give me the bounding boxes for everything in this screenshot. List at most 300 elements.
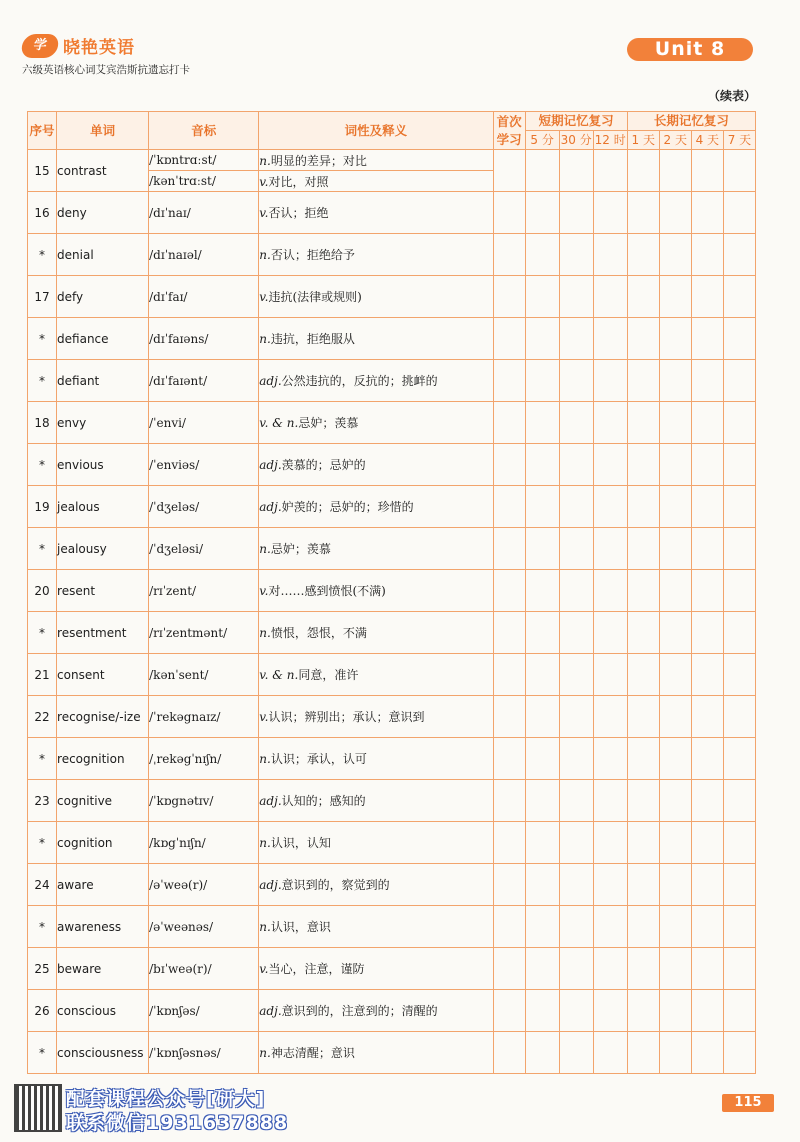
checkbox-cell[interactable] bbox=[691, 822, 723, 864]
checkbox-cell[interactable] bbox=[627, 780, 659, 822]
checkbox-cell[interactable] bbox=[525, 528, 559, 570]
row-definition bbox=[259, 654, 493, 696]
checkbox-cell[interactable] bbox=[691, 780, 723, 822]
row-word: denial bbox=[57, 234, 149, 276]
row-definition bbox=[259, 990, 493, 1032]
checkbox-cell[interactable] bbox=[659, 192, 691, 234]
checkbox-cell[interactable] bbox=[723, 990, 755, 1032]
checkbox-cell[interactable] bbox=[493, 150, 525, 192]
row-number: 15 bbox=[28, 150, 57, 192]
checkbox-cell[interactable] bbox=[559, 150, 593, 192]
checkbox-cell[interactable] bbox=[493, 402, 525, 444]
checkbox-cell[interactable] bbox=[691, 696, 723, 738]
checkbox-cell[interactable] bbox=[559, 360, 593, 402]
checkbox-cell[interactable] bbox=[659, 234, 691, 276]
promo-banner bbox=[14, 1082, 314, 1134]
checkbox-cell[interactable] bbox=[559, 318, 593, 360]
row-definition bbox=[259, 360, 493, 402]
checkbox-cell[interactable] bbox=[723, 528, 755, 570]
checkbox-cell[interactable] bbox=[691, 402, 723, 444]
row-ipa: /ˈdʒeləsi/ bbox=[149, 528, 259, 570]
row-meaning: 公然违抗的，反抗的；挑衅的 bbox=[281, 374, 438, 388]
checkbox-cell[interactable] bbox=[493, 1032, 525, 1074]
checkbox-cell[interactable] bbox=[593, 318, 627, 360]
table-row bbox=[28, 654, 756, 696]
row-number: 19 bbox=[28, 486, 57, 528]
table-row bbox=[28, 528, 756, 570]
checkbox-cell[interactable] bbox=[627, 402, 659, 444]
row-definition bbox=[259, 864, 493, 906]
checkbox-cell[interactable] bbox=[593, 570, 627, 612]
row-definition bbox=[259, 570, 493, 612]
checkbox-cell[interactable] bbox=[593, 444, 627, 486]
checkbox-cell[interactable] bbox=[559, 1032, 593, 1074]
checkbox-cell[interactable] bbox=[525, 738, 559, 780]
checkbox-cell[interactable] bbox=[593, 738, 627, 780]
checkbox-cell[interactable] bbox=[723, 864, 755, 906]
row-ipa: /ˈkɒntrɑːst/ bbox=[149, 150, 259, 171]
checkbox-cell[interactable] bbox=[525, 360, 559, 402]
checkbox-cell[interactable] bbox=[723, 822, 755, 864]
unit-badge: Unit 8 bbox=[627, 38, 753, 61]
row-word: consciousness bbox=[57, 1032, 149, 1074]
checkbox-cell[interactable] bbox=[691, 612, 723, 654]
row-number: * bbox=[28, 318, 57, 360]
checkbox-cell[interactable] bbox=[627, 990, 659, 1032]
checkbox-cell[interactable] bbox=[723, 444, 755, 486]
checkbox-cell[interactable] bbox=[593, 822, 627, 864]
checkbox-cell[interactable] bbox=[659, 444, 691, 486]
checkbox-cell[interactable] bbox=[593, 612, 627, 654]
checkbox-cell[interactable] bbox=[559, 486, 593, 528]
checkbox-cell[interactable] bbox=[627, 906, 659, 948]
checkbox-cell[interactable] bbox=[691, 444, 723, 486]
row-pos: v. & n. bbox=[259, 668, 299, 682]
row-ipa: /rɪˈzentmənt/ bbox=[149, 612, 259, 654]
checkbox-cell[interactable] bbox=[627, 192, 659, 234]
row-pos: adj. bbox=[259, 374, 282, 388]
checkbox-cell[interactable] bbox=[559, 822, 593, 864]
checkbox-cell[interactable] bbox=[659, 318, 691, 360]
row-meaning: 认识，意识 bbox=[270, 920, 331, 934]
header-long-term: 长期记忆复习 bbox=[627, 112, 755, 131]
checkbox-cell[interactable] bbox=[691, 906, 723, 948]
checkbox-cell[interactable] bbox=[723, 612, 755, 654]
checkbox-cell[interactable] bbox=[525, 654, 559, 696]
checkbox-cell[interactable] bbox=[493, 444, 525, 486]
checkbox-cell[interactable] bbox=[659, 150, 691, 192]
row-definition bbox=[259, 234, 493, 276]
checkbox-cell[interactable] bbox=[593, 528, 627, 570]
checkbox-cell[interactable] bbox=[659, 696, 691, 738]
checkbox-cell[interactable] bbox=[593, 192, 627, 234]
checkbox-cell[interactable] bbox=[593, 654, 627, 696]
table-row bbox=[28, 990, 756, 1032]
checkbox-cell[interactable] bbox=[659, 486, 691, 528]
row-number: * bbox=[28, 906, 57, 948]
checkbox-cell[interactable] bbox=[723, 360, 755, 402]
checkbox-cell[interactable] bbox=[627, 570, 659, 612]
continued-label: （续表） bbox=[707, 89, 756, 103]
checkbox-cell[interactable] bbox=[723, 276, 755, 318]
brand bbox=[22, 33, 135, 58]
checkbox-cell[interactable] bbox=[593, 1032, 627, 1074]
checkbox-cell[interactable] bbox=[723, 150, 755, 192]
row-meaning: 妒羡的；忌妒的；珍惜的 bbox=[281, 500, 414, 514]
row-meaning: 认识；辨别出；承认；意识到 bbox=[268, 710, 425, 724]
checkbox-cell[interactable] bbox=[593, 696, 627, 738]
row-meaning: 认识；承认，认可 bbox=[270, 752, 367, 766]
checkbox-cell[interactable] bbox=[593, 864, 627, 906]
checkbox-cell[interactable] bbox=[627, 696, 659, 738]
checkbox-cell[interactable] bbox=[691, 150, 723, 192]
row-pos: n. bbox=[259, 153, 271, 168]
checkbox-cell[interactable] bbox=[659, 822, 691, 864]
checkbox-cell[interactable] bbox=[493, 360, 525, 402]
checkbox-cell[interactable] bbox=[559, 234, 593, 276]
checkbox-cell[interactable] bbox=[493, 234, 525, 276]
checkbox-cell[interactable] bbox=[723, 570, 755, 612]
checkbox-cell[interactable] bbox=[493, 570, 525, 612]
row-meaning: 神志清醒；意识 bbox=[270, 1046, 355, 1060]
row-word: contrast bbox=[57, 150, 149, 192]
checkbox-cell[interactable] bbox=[559, 192, 593, 234]
checkbox-cell[interactable] bbox=[559, 948, 593, 990]
checkbox-cell[interactable] bbox=[493, 738, 525, 780]
checkbox-cell[interactable] bbox=[493, 486, 525, 528]
row-meaning: 同意，准许 bbox=[298, 668, 359, 682]
checkbox-cell[interactable] bbox=[723, 402, 755, 444]
row-number: * bbox=[28, 612, 57, 654]
promo-line-1: 配套课程公众号[研大] bbox=[66, 1088, 266, 1110]
table-row bbox=[28, 570, 756, 612]
checkbox-cell[interactable] bbox=[723, 654, 755, 696]
row-ipa: /ˈenviəs/ bbox=[149, 444, 259, 486]
checkbox-cell[interactable] bbox=[691, 948, 723, 990]
checkbox-cell[interactable] bbox=[627, 612, 659, 654]
checkbox-cell[interactable] bbox=[559, 696, 593, 738]
checkbox-cell[interactable] bbox=[691, 654, 723, 696]
row-number: 21 bbox=[28, 654, 57, 696]
row-ipa: /ˈrekəgnaɪz/ bbox=[149, 696, 259, 738]
row-pos: n. bbox=[259, 248, 271, 262]
checkbox-cell[interactable] bbox=[559, 444, 593, 486]
checkbox-cell[interactable] bbox=[627, 864, 659, 906]
checkbox-cell[interactable] bbox=[525, 1032, 559, 1074]
table-row bbox=[28, 444, 756, 486]
row-pos: n. bbox=[259, 752, 271, 766]
row-definition bbox=[259, 318, 493, 360]
checkbox-cell[interactable] bbox=[593, 360, 627, 402]
row-pos: n. bbox=[259, 920, 271, 934]
row-word: beware bbox=[57, 948, 149, 990]
checkbox-cell[interactable] bbox=[493, 780, 525, 822]
row-word: envious bbox=[57, 444, 149, 486]
header-7day: 7 天 bbox=[723, 131, 755, 150]
checkbox-cell[interactable] bbox=[593, 780, 627, 822]
row-definition bbox=[259, 948, 493, 990]
row-meaning: 愤恨，怨恨，不满 bbox=[270, 626, 367, 640]
checkbox-cell[interactable] bbox=[493, 990, 525, 1032]
table-row bbox=[28, 486, 756, 528]
checkbox-cell[interactable] bbox=[659, 612, 691, 654]
checkbox-cell[interactable] bbox=[525, 696, 559, 738]
checkbox-cell[interactable] bbox=[593, 276, 627, 318]
checkbox-cell[interactable] bbox=[593, 948, 627, 990]
checkbox-cell[interactable] bbox=[659, 360, 691, 402]
checkbox-cell[interactable] bbox=[691, 990, 723, 1032]
row-pos: n. bbox=[259, 1046, 271, 1060]
row-ipa: /kɒgˈnɪʃn/ bbox=[149, 822, 259, 864]
row-meaning: 违抗，拒绝服从 bbox=[270, 332, 355, 346]
table-row bbox=[28, 864, 756, 906]
row-definition bbox=[259, 528, 493, 570]
header-short-term: 短期记忆复习 bbox=[525, 112, 627, 131]
table-row bbox=[28, 906, 756, 948]
checkbox-cell[interactable] bbox=[659, 528, 691, 570]
checkbox-cell[interactable] bbox=[559, 402, 593, 444]
checkbox-cell[interactable] bbox=[659, 864, 691, 906]
checkbox-cell[interactable] bbox=[493, 528, 525, 570]
row-meaning: 否认；拒绝给予 bbox=[270, 248, 355, 262]
brand-logo-icon: 学 bbox=[20, 34, 60, 58]
checkbox-cell[interactable] bbox=[627, 318, 659, 360]
checkbox-cell[interactable] bbox=[627, 528, 659, 570]
row-number: 16 bbox=[28, 192, 57, 234]
row-pos: n. bbox=[259, 332, 271, 346]
row-meaning: 明显的差异；对比 bbox=[270, 153, 367, 168]
checkbox-cell[interactable] bbox=[627, 444, 659, 486]
checkbox-cell[interactable] bbox=[493, 864, 525, 906]
checkbox-cell[interactable] bbox=[493, 948, 525, 990]
checkbox-cell[interactable] bbox=[691, 318, 723, 360]
row-pos: v. bbox=[259, 174, 269, 189]
checkbox-cell[interactable] bbox=[593, 486, 627, 528]
checkbox-cell[interactable] bbox=[659, 654, 691, 696]
checkbox-cell[interactable] bbox=[493, 276, 525, 318]
table-row bbox=[28, 402, 756, 444]
row-definition bbox=[259, 444, 493, 486]
row-word: conscious bbox=[57, 990, 149, 1032]
checkbox-cell[interactable] bbox=[525, 612, 559, 654]
checkbox-cell[interactable] bbox=[525, 822, 559, 864]
row-number: * bbox=[28, 738, 57, 780]
checkbox-cell[interactable] bbox=[691, 1032, 723, 1074]
checkbox-cell[interactable] bbox=[525, 906, 559, 948]
row-number: 22 bbox=[28, 696, 57, 738]
checkbox-cell[interactable] bbox=[493, 906, 525, 948]
table-row bbox=[28, 192, 756, 234]
row-meaning: 忌妒；羡慕 bbox=[270, 542, 331, 556]
qr-code-icon bbox=[14, 1084, 62, 1132]
row-pos: adj. bbox=[259, 458, 282, 472]
checkbox-cell[interactable] bbox=[659, 990, 691, 1032]
checkbox-cell[interactable] bbox=[593, 906, 627, 948]
checkbox-cell[interactable] bbox=[559, 906, 593, 948]
checkbox-cell[interactable] bbox=[593, 402, 627, 444]
checkbox-cell[interactable] bbox=[723, 1032, 755, 1074]
checkbox-cell[interactable] bbox=[525, 864, 559, 906]
checkbox-cell[interactable] bbox=[627, 234, 659, 276]
header-ipa: 音标 bbox=[149, 112, 259, 150]
row-definition bbox=[259, 276, 493, 318]
checkbox-cell[interactable] bbox=[525, 486, 559, 528]
checkbox-cell[interactable] bbox=[691, 276, 723, 318]
table-row bbox=[28, 780, 756, 822]
header-12h: 12 时 bbox=[593, 131, 627, 150]
table-row bbox=[28, 822, 756, 864]
checkbox-cell[interactable] bbox=[627, 150, 659, 192]
checkbox-cell[interactable] bbox=[627, 1032, 659, 1074]
checkbox-cell[interactable] bbox=[525, 570, 559, 612]
row-word: defy bbox=[57, 276, 149, 318]
checkbox-cell[interactable] bbox=[691, 360, 723, 402]
row-word: awareness bbox=[57, 906, 149, 948]
row-ipa: /ˈdʒeləs/ bbox=[149, 486, 259, 528]
checkbox-cell[interactable] bbox=[691, 192, 723, 234]
checkbox-cell[interactable] bbox=[559, 738, 593, 780]
row-ipa: /ˈkɒnʃəs/ bbox=[149, 990, 259, 1032]
checkbox-cell[interactable] bbox=[627, 822, 659, 864]
checkbox-cell[interactable] bbox=[525, 948, 559, 990]
checkbox-cell[interactable] bbox=[723, 738, 755, 780]
row-definition bbox=[259, 780, 493, 822]
checkbox-cell[interactable] bbox=[627, 654, 659, 696]
checkbox-cell[interactable] bbox=[691, 234, 723, 276]
row-pos: v. bbox=[259, 206, 269, 220]
header-first-study: 首次学习 bbox=[493, 112, 525, 150]
row-ipa: /dɪˈnaɪəl/ bbox=[149, 234, 259, 276]
row-meaning: 忌妒；羡慕 bbox=[298, 416, 359, 430]
table-row bbox=[28, 234, 756, 276]
checkbox-cell[interactable] bbox=[723, 948, 755, 990]
row-ipa: /bɪˈweə(r)/ bbox=[149, 948, 259, 990]
table-row bbox=[28, 948, 756, 990]
checkbox-cell[interactable] bbox=[525, 444, 559, 486]
checkbox-cell[interactable] bbox=[627, 486, 659, 528]
row-pos: v. bbox=[259, 710, 269, 724]
checkbox-cell[interactable] bbox=[525, 276, 559, 318]
checkbox-cell[interactable] bbox=[559, 990, 593, 1032]
checkbox-cell[interactable] bbox=[659, 906, 691, 948]
row-ipa: /dɪˈfaɪəns/ bbox=[149, 318, 259, 360]
row-pos: n. bbox=[259, 542, 271, 556]
checkbox-cell[interactable] bbox=[627, 738, 659, 780]
checkbox-cell[interactable] bbox=[493, 318, 525, 360]
checkbox-cell[interactable] bbox=[559, 780, 593, 822]
checkbox-cell[interactable] bbox=[559, 654, 593, 696]
checkbox-cell[interactable] bbox=[659, 780, 691, 822]
row-word: envy bbox=[57, 402, 149, 444]
checkbox-cell[interactable] bbox=[525, 150, 559, 192]
checkbox-cell[interactable] bbox=[559, 570, 593, 612]
checkbox-cell[interactable] bbox=[493, 192, 525, 234]
row-number: * bbox=[28, 360, 57, 402]
row-word: consent bbox=[57, 654, 149, 696]
checkbox-cell[interactable] bbox=[691, 864, 723, 906]
checkbox-cell[interactable] bbox=[659, 738, 691, 780]
checkbox-cell[interactable] bbox=[691, 528, 723, 570]
checkbox-cell[interactable] bbox=[723, 234, 755, 276]
row-number: * bbox=[28, 444, 57, 486]
checkbox-cell[interactable] bbox=[559, 528, 593, 570]
row-word: jealousy bbox=[57, 528, 149, 570]
checkbox-cell[interactable] bbox=[493, 612, 525, 654]
checkbox-cell[interactable] bbox=[723, 906, 755, 948]
row-number: 24 bbox=[28, 864, 57, 906]
checkbox-cell[interactable] bbox=[559, 612, 593, 654]
checkbox-cell[interactable] bbox=[559, 276, 593, 318]
checkbox-cell[interactable] bbox=[525, 234, 559, 276]
table-row bbox=[28, 150, 756, 171]
checkbox-cell[interactable] bbox=[627, 360, 659, 402]
checkbox-cell[interactable] bbox=[593, 990, 627, 1032]
row-word: recognition bbox=[57, 738, 149, 780]
checkbox-cell[interactable] bbox=[723, 486, 755, 528]
row-definition bbox=[259, 402, 493, 444]
header-pos: 词性及释义 bbox=[259, 112, 493, 150]
row-definition bbox=[259, 1032, 493, 1074]
checkbox-cell[interactable] bbox=[659, 276, 691, 318]
page-subtitle: 六级英语核心词艾宾浩斯抗遗忘打卡 bbox=[22, 64, 190, 76]
checkbox-cell[interactable] bbox=[593, 150, 627, 192]
row-pos: adj. bbox=[259, 500, 282, 514]
row-word: recognise/-ize bbox=[57, 696, 149, 738]
checkbox-cell[interactable] bbox=[691, 738, 723, 780]
row-definition bbox=[259, 822, 493, 864]
checkbox-cell[interactable] bbox=[559, 864, 593, 906]
row-number: * bbox=[28, 1032, 57, 1074]
checkbox-cell[interactable] bbox=[525, 192, 559, 234]
checkbox-cell[interactable] bbox=[723, 780, 755, 822]
checkbox-cell[interactable] bbox=[525, 780, 559, 822]
row-pos: adj. bbox=[259, 878, 282, 892]
checkbox-cell[interactable] bbox=[627, 276, 659, 318]
checkbox-cell[interactable] bbox=[691, 486, 723, 528]
row-number: * bbox=[28, 822, 57, 864]
checkbox-cell[interactable] bbox=[525, 990, 559, 1032]
checkbox-cell[interactable] bbox=[627, 948, 659, 990]
row-ipa: /ˈkɒgnətɪv/ bbox=[149, 780, 259, 822]
row-number: 25 bbox=[28, 948, 57, 990]
row-meaning: 违抗(法律或规则) bbox=[268, 290, 362, 304]
checkbox-cell[interactable] bbox=[659, 570, 691, 612]
checkbox-cell[interactable] bbox=[525, 318, 559, 360]
row-number: 23 bbox=[28, 780, 57, 822]
row-meaning: 意识到的，注意到的；清醒的 bbox=[281, 1004, 438, 1018]
checkbox-cell[interactable] bbox=[493, 696, 525, 738]
row-number: 26 bbox=[28, 990, 57, 1032]
row-pos: n. bbox=[259, 836, 271, 850]
header-30min: 30 分 bbox=[559, 131, 593, 150]
checkbox-cell[interactable] bbox=[723, 696, 755, 738]
checkbox-cell[interactable] bbox=[659, 1032, 691, 1074]
checkbox-cell[interactable] bbox=[525, 402, 559, 444]
checkbox-cell[interactable] bbox=[691, 570, 723, 612]
row-word: defiant bbox=[57, 360, 149, 402]
table-row bbox=[28, 360, 756, 402]
checkbox-cell[interactable] bbox=[493, 822, 525, 864]
header-1day: 1 天 bbox=[627, 131, 659, 150]
row-word: resent bbox=[57, 570, 149, 612]
checkbox-cell[interactable] bbox=[659, 402, 691, 444]
checkbox-cell[interactable] bbox=[493, 654, 525, 696]
checkbox-cell[interactable] bbox=[593, 234, 627, 276]
checkbox-cell[interactable] bbox=[723, 318, 755, 360]
row-meaning: 对比，对照 bbox=[268, 174, 329, 189]
checkbox-cell[interactable] bbox=[659, 948, 691, 990]
checkbox-cell[interactable] bbox=[723, 192, 755, 234]
